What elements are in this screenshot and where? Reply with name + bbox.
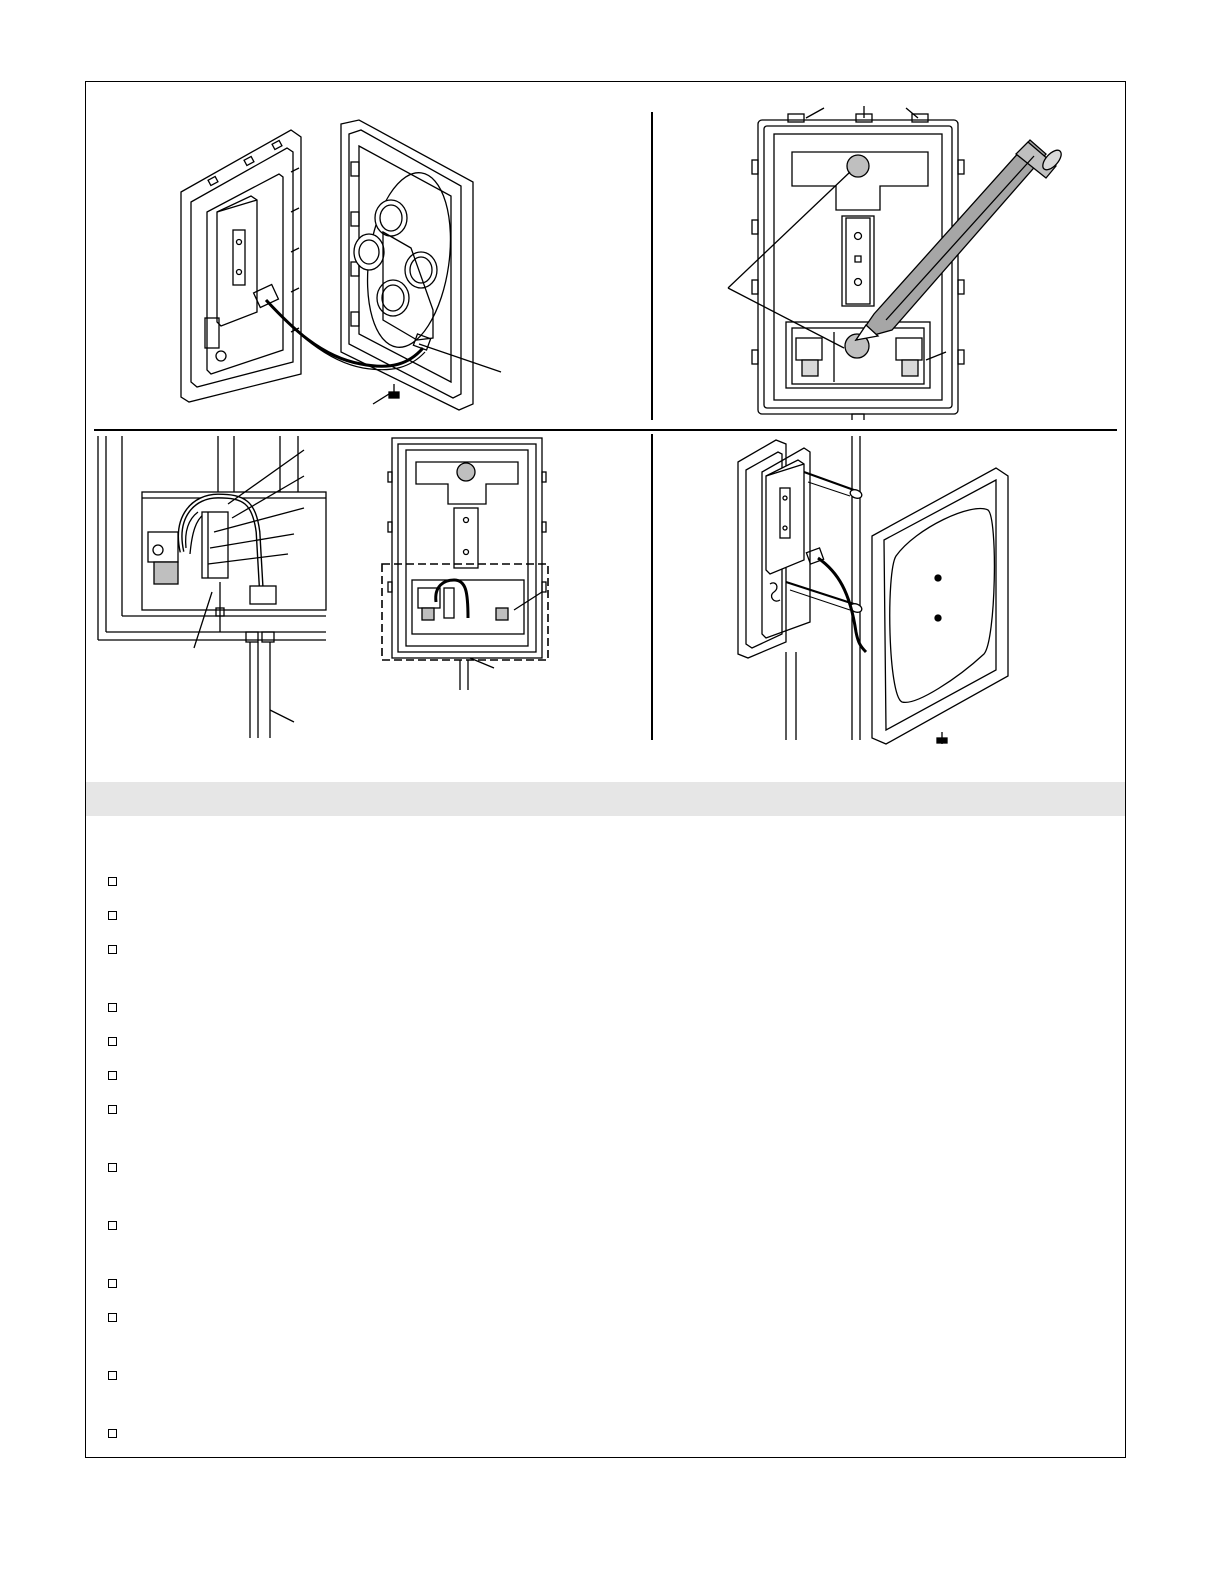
horizontal-divider-middle xyxy=(94,429,1117,431)
checkbox[interactable] xyxy=(108,1279,117,1288)
mounting-cover-with-screws-icon xyxy=(726,432,1026,748)
marking-holes-with-pencil-icon xyxy=(716,100,1096,420)
cable-routing-detail-icon xyxy=(94,432,554,742)
checkbox[interactable] xyxy=(108,1221,117,1230)
vertical-divider-bottom xyxy=(651,434,653,740)
checkbox[interactable] xyxy=(108,1163,117,1172)
checkbox[interactable] xyxy=(108,1313,117,1322)
checkbox[interactable] xyxy=(108,911,117,920)
checkbox[interactable] xyxy=(108,1071,117,1080)
figure-open-box-and-cover xyxy=(161,112,611,412)
checkbox[interactable] xyxy=(108,1037,117,1046)
checkbox[interactable] xyxy=(108,1429,117,1438)
checkbox[interactable] xyxy=(108,877,117,886)
instruction-sheet-frame xyxy=(85,81,1126,1458)
checkbox[interactable] xyxy=(108,945,117,954)
checkbox[interactable] xyxy=(108,1105,117,1114)
section-header-band xyxy=(86,782,1125,816)
figure-mark-holes xyxy=(716,100,1096,420)
checkbox[interactable] xyxy=(108,1003,117,1012)
figure-cable-routing xyxy=(94,432,554,742)
checkbox[interactable] xyxy=(108,1371,117,1380)
vertical-divider-top xyxy=(651,112,653,420)
opened-sensor-box-with-cover-and-cable-icon xyxy=(161,112,611,412)
figure-mount-cover xyxy=(726,432,1026,748)
